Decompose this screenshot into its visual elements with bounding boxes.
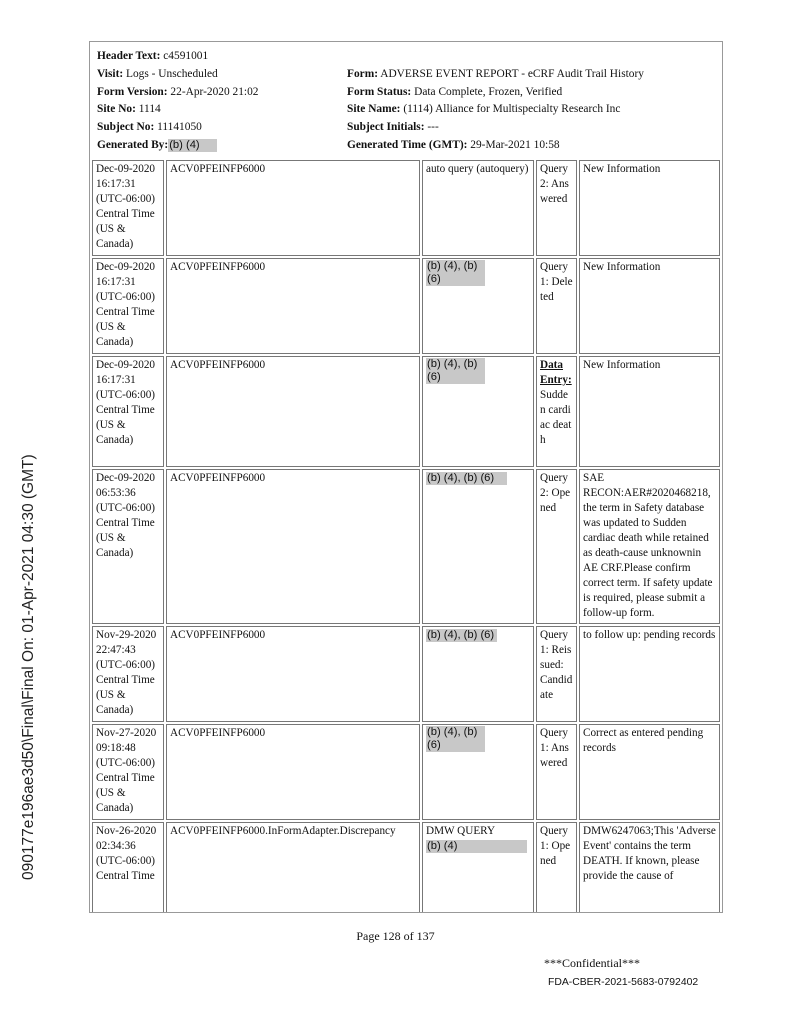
value-cell (422, 356, 534, 467)
page-number: Page 128 of 137 (356, 929, 435, 943)
table-row (92, 626, 720, 722)
report-header (97, 48, 717, 155)
status-cell: Query 2: Answered (536, 160, 577, 256)
redaction-box: (b) (4), (b) (6) (426, 726, 485, 752)
generated-time-value: 29-Mar-2021 10:58 (470, 138, 560, 151)
value-cell (422, 469, 534, 624)
table-row (92, 160, 720, 256)
site-name-label: Site Name: (347, 103, 401, 116)
redaction-box: (b) (4) (426, 840, 527, 853)
date-cell: Dec-09-2020 16:17:31 (UTC-06:00) Central Time (US & Canada) (92, 160, 164, 256)
visit-label: Visit: (97, 67, 124, 80)
confidential-label: ***Confidential*** (544, 956, 640, 970)
visit-value: Logs - Unscheduled (126, 67, 218, 80)
date-cell: Nov-26-2020 02:34:36 (UTC-06:00) Central Time (92, 822, 164, 913)
redaction-box: (b) (4), (b) (6) (426, 472, 507, 485)
subject-initials-label: Subject Initials: (347, 121, 425, 134)
value-cell: auto query (autoquery) (422, 160, 534, 256)
value-text: DMW QUERY (426, 825, 496, 837)
item-cell: ACV0PFEINFP6000.InFormAdapter.Discrepancy (166, 822, 420, 913)
reason-cell: New Information (579, 160, 720, 256)
item-cell: ACV0PFEINFP6000 (166, 356, 420, 467)
form-status-label: Form Status: (347, 85, 412, 98)
header-text-label: Header Text: (97, 50, 161, 62)
date-cell: Dec-09-2020 16:17:31 (UTC-06:00) Central Time (US & Canada) (92, 356, 164, 467)
redaction-box: (b) (4), (b) (6) (426, 260, 485, 286)
status-text: Sudden cardiac death (540, 389, 572, 446)
header-text-value: c4591001 (163, 50, 209, 62)
form-status-value: Data Complete, Frozen, Verified (414, 85, 563, 98)
status-cell (536, 356, 577, 467)
date-cell: Nov-29-2020 22:47:43 (UTC-06:00) Central Time (US & Canada) (92, 626, 164, 722)
reason-cell: SAE RECON:AER#2020468218, the term in Safety database was updated to Sudden cardiac death while retained as death-cause unknownin AE CRF.Please confirm correct term. If safety update is required, please submit a follow-up form. (579, 469, 720, 624)
reason-cell: New Information (579, 258, 720, 354)
table-row (92, 724, 720, 820)
date-cell: Dec-09-2020 06:53:36 (UTC-06:00) Central Time (US & Canada) (92, 469, 164, 624)
status-cell: Query 1: Reissued: Candidate (536, 626, 577, 722)
status-cell: Query 2: Opened (536, 469, 577, 624)
table-row (92, 258, 720, 354)
status-cell: Query 1: Deleted (536, 258, 577, 354)
item-cell: ACV0PFEINFP6000 (166, 160, 420, 256)
date-cell: Dec-09-2020 16:17:31 (UTC-06:00) Central Time (US & Canada) (92, 258, 164, 354)
document-id: FDA-CBER-2021-5683-0792402 (548, 977, 699, 988)
form-version-label: Form Version: (97, 85, 168, 98)
status-cell: Query 1: Answered (536, 724, 577, 820)
sidebar-stamp: 090177e196ae3d50\Final\Final On: 01-Apr-2021 04:30 (GMT) (20, 454, 37, 880)
site-no-value: 1114 (138, 103, 161, 116)
audit-trail-table (90, 158, 722, 913)
item-cell: ACV0PFEINFP6000 (166, 258, 420, 354)
table-row (92, 822, 720, 913)
table-row (92, 356, 720, 467)
report-frame (89, 41, 723, 913)
table-row (92, 469, 720, 624)
item-cell: ACV0PFEINFP6000 (166, 469, 420, 624)
status-cell: Query 1: Opened (536, 822, 577, 913)
data-entry-link[interactable]: Data Entry: (540, 359, 572, 386)
form-version-value: 22-Apr-2020 21:02 (170, 85, 259, 98)
site-name-value: (1114) Alliance for Multispecialty Research Inc (403, 103, 621, 116)
date-cell: Nov-27-2020 09:18:48 (UTC-06:00) Central Time (US & Canada) (92, 724, 164, 820)
site-no-label: Site No: (97, 103, 136, 116)
generated-by-label: Generated By: (97, 138, 169, 151)
item-cell: ACV0PFEINFP6000 (166, 724, 420, 820)
generated-time-label: Generated Time (GMT): (347, 138, 468, 151)
form-label: Form: (347, 67, 378, 80)
form-value: ADVERSE EVENT REPORT - eCRF Audit Trail History (380, 67, 644, 80)
reason-cell: to follow up: pending records (579, 626, 720, 722)
value-cell (422, 626, 534, 722)
subject-no-label: Subject No: (97, 121, 155, 134)
reason-cell: DMW6247063;This 'Adverse Event' contains the term DEATH. If known, please provide the cause of (579, 822, 720, 913)
subject-no-value: 11141050 (157, 121, 202, 134)
item-cell: ACV0PFEINFP6000 (166, 626, 420, 722)
value-cell (422, 822, 534, 913)
reason-cell: Correct as entered pending records (579, 724, 720, 820)
reason-cell: New Information (579, 356, 720, 467)
redaction-box: (b) (4), (b) (6) (426, 629, 497, 642)
generated-by-redaction: (b) (4) (168, 139, 217, 152)
redaction-box: (b) (4), (b) (6) (426, 358, 485, 384)
value-cell (422, 724, 534, 820)
subject-initials-value: --- (427, 121, 439, 134)
value-cell (422, 258, 534, 354)
